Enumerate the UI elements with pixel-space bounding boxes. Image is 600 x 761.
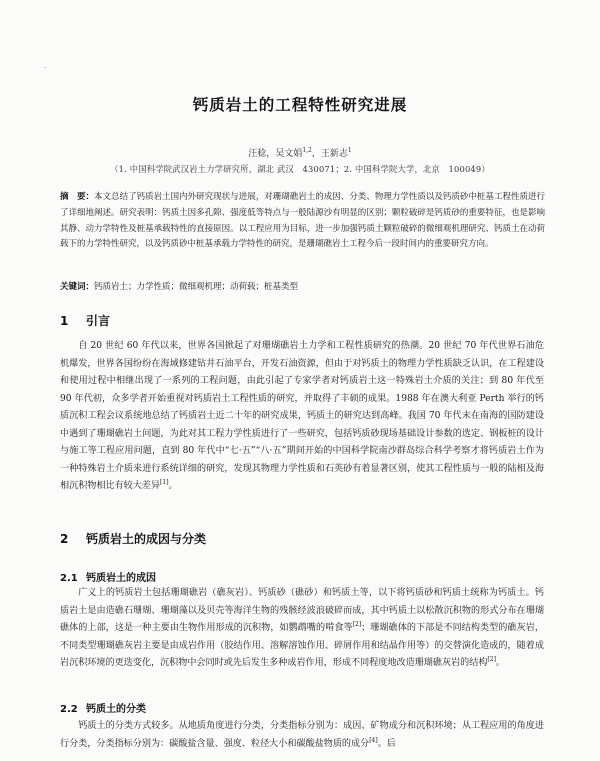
subsection-number: 2.2 [60, 704, 78, 715]
paragraph-text: 广义上的钙质岩土包括珊瑚礁岩（礁灰岩）、钙质砂（礁砂）和钙质土等，以下将钙质砂和钙质土统称为钙质土。钙质岩土是由造礁石珊瑚、珊瑚藻以及贝壳等海洋生物的残骸经波浪破碎而成，其中钙质土以松散沉积物的形式分布在珊瑚礁体的上部，这是一种主要由生物作用形成的沉积物，如鹦鹉嘴的啃食等 [60, 588, 544, 634]
paper-title: 钙质岩土的工程特性研究进展 [192, 96, 408, 114]
subsection-heading [60, 569, 156, 584]
author-name: 王新志 [320, 149, 348, 159]
author-affiliation-mark: 1,2 [302, 147, 312, 154]
paragraph-text: 。 [168, 481, 178, 492]
corner-mark: · [44, 64, 47, 72]
subsection-title: 钙质岩土的成因 [86, 573, 156, 584]
body-paragraph [60, 718, 544, 753]
paragraph-text: 。后 [377, 738, 396, 749]
citation-ref: [1] [160, 479, 169, 487]
author-name: 汪稔 [248, 149, 267, 159]
author-affiliation-mark: 1 [347, 147, 352, 154]
affiliation-line: （1. 中国科学院武汉岩土力学研究所，湖北 武汉 430071；2. 中国科学院大学，北京 100049） [110, 164, 490, 174]
abstract [60, 190, 545, 253]
author-name: 吴文娟 [275, 149, 303, 159]
subsection-heading [60, 700, 146, 715]
keywords [60, 280, 545, 294]
abstract-text: 本文总结了钙质岩土国内外研究现状与进展，对珊瑚礁岩土的成因、分类、物理力学性质以及钙质砂中桩基工程性质进行了详细地阐述。研究表明：钙质土因多孔隙、强度低等特点与一般陆源沙有明显的区别；颗粒破碎是钙质砂的重要特征，也是影响其静、动力学特性及桩基承载特性的直接原因。以工程应用为目标，进一步加强钙质土颗粒破碎的微细观机理研究、钙质土在动荷载下的力学特性研究，以及钙质砂中桩基承载力学特性的研究，是珊瑚礁岩土工程今后一段时间内的重要研究方向。 [60, 192, 545, 250]
section-number: 2 [60, 532, 69, 546]
citation-ref: [4] [369, 736, 378, 744]
citation-ref: [2] [352, 621, 362, 629]
body-paragraph [60, 585, 544, 673]
citation-ref: [2] [487, 656, 496, 664]
section-heading [60, 312, 110, 329]
paragraph-text: 自 20 世纪 60 年代以来，世界各国掀起了对珊瑚礁岩土力学和工程性质研究的热潮。20 世纪 70 年代世界石油危机爆发，世界各国纷纷在海域修建钻井石油平台，开发石油资源，但由于对钙质土的物理力学性质缺乏认识，在工程建设和使用过程中相继出现了一系列的工程问题，由此引起了专家学者对钙质岩土这一特殊岩土介质的关注；到 80 年代至 90 年代初，众多学者开始重视对钙质岩土工程性质的研究，并取得了丰硕的成果。1988 年在澳大利亚 Perth 举行的钙质沉积工程会议系统地总结了钙质岩土近二十年的研究成果，钙质土的研究达到高峰。我国 70 年代末在南海的国防建设中遇到了珊瑚礁岩土问题，为此对其工程力学性质进行了一些研究，包括钙质砂现场基础设计参数的选定、钢板桩的设计与施工等工程应用问题，直到 80 年代中“七·五”“八·五”期间开始的中国科学院南沙群岛综合科学考察才将钙质岩土作为一种特殊岩土介质来进行系统详细的研究，发现其物理力学性质和石英砂有着显著区别，使其工程性质与一般的陆相及海相沉积物相比有较大差异 [60, 341, 544, 492]
section-title: 钙质岩土的成因与分类 [86, 532, 207, 546]
author-separator: ， [266, 149, 276, 159]
section-title: 引言 [86, 314, 111, 328]
section-number: 1 [60, 314, 69, 328]
subsection-number: 2.1 [60, 573, 78, 584]
subsection-title: 钙质土的分类 [86, 704, 146, 715]
paragraph-text: 。 [495, 658, 506, 669]
author-line [0, 146, 600, 159]
keywords-label: 关键词： [60, 282, 95, 292]
author-separator: ， [311, 149, 321, 159]
section-heading [60, 530, 206, 547]
paragraph-text: 钙质土的分类方式较多。从地质角度进行分类，分类指标分别为：成因、矿物成分和沉积环境；从工程应用的角度进行分类，分类指标分别为：碳酸盐含量、强度、粒径大小和碳酸盐物质的成分 [60, 721, 544, 749]
keywords-text: 钙质岩土；力学性质；微细观机理；动荷载；桩基类型 [94, 282, 299, 292]
body-paragraph [60, 338, 544, 496]
abstract-label: 摘 要： [60, 192, 95, 202]
paragraph-text: ；珊瑚礁体的下部是不同结构类型的礁灰岩，不同类型珊瑚礁灰岩主要是由成岩作用（胶结作用、溶解溶蚀作用、碎屑作用和结晶作用等）的交替演化造成的，随着成岩沉积环境的更迭变化，沉积物中会同时或先后发生多种成岩作用，形成不同程度地改造珊瑚礁灰岩的结构 [60, 623, 544, 669]
